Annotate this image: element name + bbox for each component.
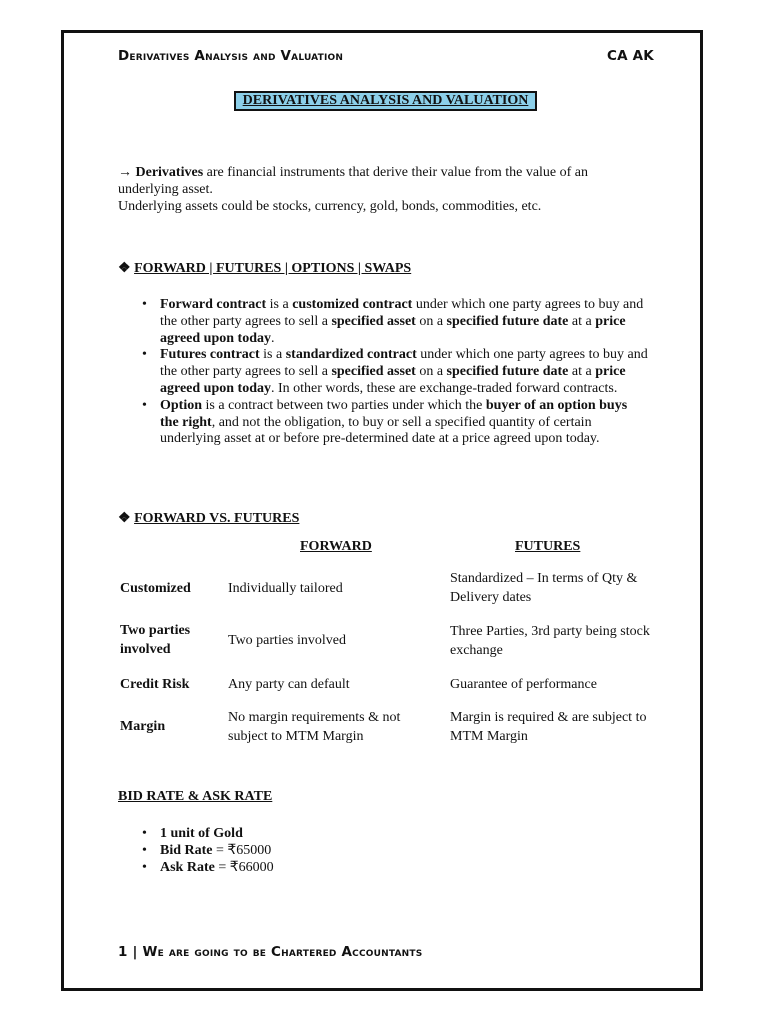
column-header-futures: FUTURES [515,539,581,554]
intro-term: Derivatives [135,165,204,180]
footer-separator: | [132,944,138,960]
arrow-icon: → [118,165,132,180]
intro-line3: Underlying assets could be stocks, currency, gold, bonds, commodities, etc. [118,199,542,214]
section-heading: FORWARD VS. FUTURES [134,511,300,526]
section-derivative-types [118,260,411,277]
rates-list [118,826,418,876]
forward-cell: No margin requirements & not subject to MTM Margin [228,710,401,744]
row-label: Margin [120,719,166,734]
document-page [61,30,703,991]
definitions-list [118,297,648,448]
futures-cell: Standardized – In terms of Qty & Delivery dates [450,571,638,605]
row-label: Two parties involved [120,623,191,657]
page-number: 1 [118,944,128,960]
footer-text: We are going to be Chartered Accountants [142,944,423,960]
header-title: Derivatives Analysis and Valuation [118,48,344,64]
forward-cell: Any party can default [228,677,350,692]
page-footer [118,944,422,960]
futures-cell: Margin is required & are subject to MTM Margin [450,710,647,744]
diamond-bullet-icon: ❖ [118,261,131,276]
futures-cell: Three Parties, 3rd party being stock exchange [450,624,650,658]
page-title-box [234,91,537,111]
section-forward-vs-futures [118,510,299,527]
rate-item: • 1 unit of Gold [118,826,418,843]
forward-cell: Two parties involved [228,633,346,648]
forward-cell: Individually tailored [228,581,343,596]
definition-item: • Option is a contract between two parties under which the buyer of an option buys the right, and not the obligation, to buy or sell a specified quantity of certain underlying asset at or before pre-determined date at a price agreed upon today. [118,398,648,448]
header-author: CA AK [607,48,654,64]
definition-item: • Futures contract is a standardized contract under which one party agrees to buy and the other party agrees to sell a specified asset on a specified future date at a price agreed upon today. In other words, these are exchange-traded forward contracts. [118,347,648,397]
page-title: DERIVATIVES ANALYSIS AND VALUATION [242,93,529,108]
futures-cell: Guarantee of performance [450,677,597,692]
intro-paragraph [118,164,658,215]
rate-item: • Bid Rate = ₹65000 [118,843,418,860]
column-header-forward: FORWARD [300,539,372,554]
row-label: Credit Risk [120,677,190,692]
intro-line2: underlying asset. [118,182,213,197]
section-heading: FORWARD | FUTURES | OPTIONS | SWAPS [134,261,412,276]
definition-item: • Forward contract is a customized contract under which one party agrees to buy and the other party agrees to sell a specified asset on a specified future date at a price agreed upon today. [118,297,648,347]
intro-line1: are financial instruments that derive their value from the value of an [203,165,589,180]
diamond-bullet-icon: ❖ [118,511,131,526]
row-label: Customized [120,581,191,596]
rate-item: • Ask Rate = ₹66000 [118,860,418,877]
section-bid-ask: BID RATE & ASK RATE [118,789,273,804]
